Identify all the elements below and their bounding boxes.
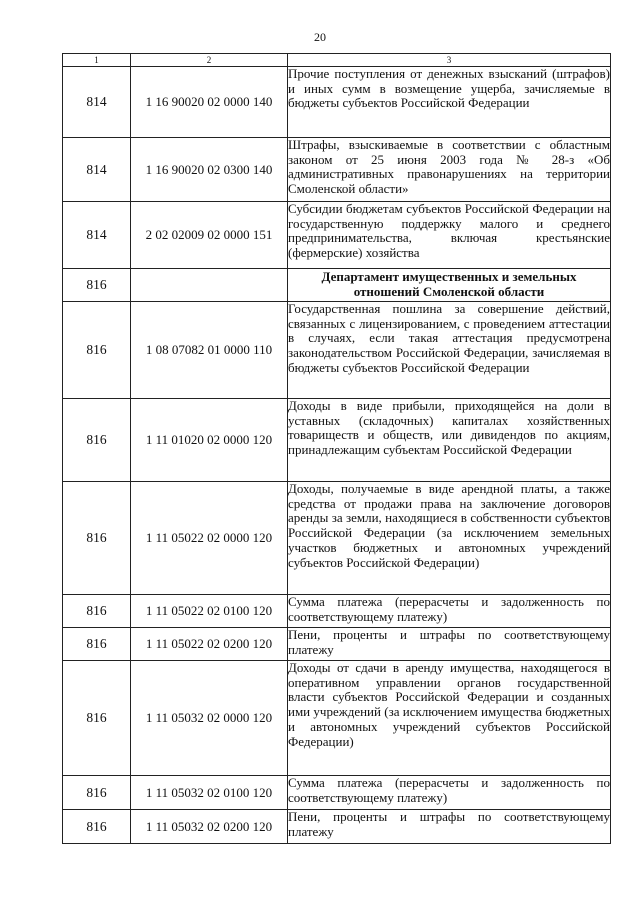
revenue-description-cell: Субсидии бюджетам субъектов Российской Федерации на государственную поддержку малого и среднего предпринимательства, включая крестьянские (фермерские) хозяйства — [288, 202, 611, 269]
admin-code-cell: 816 — [63, 810, 131, 844]
revenue-description-cell: Государственная пошлина за совершение действий, связанных с лицензированием, с проведением аттестации в случаях, если такая аттестация предусмотрена законодательством Российской Федерации, зачисляемая в бюджеты субъектов Российской Федерации — [288, 302, 611, 399]
revenue-description-cell: Сумма платежа (перерасчеты и задолженность по соответствующему платежу) — [288, 776, 611, 810]
admin-code-cell: 816 — [63, 661, 131, 776]
revenue-description-cell: Штрафы, взыскиваемые в соответствии с областным законом от 25 июня 2003 года № 28-з «Об административных правонарушениях на территории Смоленской области» — [288, 138, 611, 202]
revenue-description-cell: Пени, проценты и штрафы по соответствующему платежу — [288, 628, 611, 661]
admin-code-cell: 814 — [63, 67, 131, 138]
revenue-code-cell: 1 11 05032 02 0100 120 — [131, 776, 288, 810]
revenue-code-cell: 1 11 05032 02 0200 120 — [131, 810, 288, 844]
revenue-classification-table — [62, 53, 611, 844]
revenue-description-cell: Доходы, получаемые в виде арендной платы, а также средства от продажи права на заключение договоров аренды за земли, находящиеся в собственности субъектов Российской Федерации (за исключением земельных участков бюджетных и автономных учреждений субъектов Российской Федерации) — [288, 482, 611, 595]
admin-code-cell: 814 — [63, 202, 131, 269]
revenue-code-cell: 1 11 05022 02 0100 120 — [131, 595, 288, 628]
revenue-code-cell: 1 16 90020 02 0000 140 — [131, 67, 288, 138]
revenue-code-cell: 1 11 05022 02 0000 120 — [131, 482, 288, 595]
revenue-code-cell: 1 11 05022 02 0200 120 — [131, 628, 288, 661]
department-name-cell: Департамент имущественных и земельных отношений Смоленской области — [288, 269, 611, 302]
table-row — [63, 628, 611, 661]
table-row — [63, 302, 611, 399]
revenue-description-cell: Доходы в виде прибыли, приходящейся на доли в уставных (складочных) капиталах хозяйственных товариществ и обществ, или дивидендов по акциям, принадлежащим субъектам Российской Федерации — [288, 399, 611, 482]
table-row — [63, 595, 611, 628]
admin-code-cell: 816 — [63, 595, 131, 628]
table-header — [63, 54, 611, 67]
table-row — [63, 399, 611, 482]
revenue-code-cell: 1 11 01020 02 0000 120 — [131, 399, 288, 482]
column-header-2: 2 — [131, 54, 288, 67]
revenue-code-cell — [131, 269, 288, 302]
department-heading-row — [63, 269, 611, 302]
column-header-1: 1 — [63, 54, 131, 67]
page-number: 20 — [314, 30, 326, 44]
table-body — [63, 67, 611, 844]
admin-code-cell: 816 — [63, 628, 131, 661]
revenue-description-cell: Пени, проценты и штрафы по соответствующему платежу — [288, 810, 611, 844]
revenue-description-cell: Прочие поступления от денежных взысканий (штрафов) и иных сумм в возмещение ущерба, зачисляемые в бюджеты субъектов Российской Федерации — [288, 67, 611, 138]
admin-code-cell: 816 — [63, 482, 131, 595]
revenue-code-cell: 1 08 07082 01 0000 110 — [131, 302, 288, 399]
table-row — [63, 661, 611, 776]
table-row — [63, 776, 611, 810]
column-header-3: 3 — [288, 54, 611, 67]
admin-code-cell: 816 — [63, 399, 131, 482]
revenue-code-cell: 2 02 02009 02 0000 151 — [131, 202, 288, 269]
admin-code-cell: 816 — [63, 302, 131, 399]
revenue-code-cell: 1 16 90020 02 0300 140 — [131, 138, 288, 202]
admin-code-cell: 814 — [63, 138, 131, 202]
revenue-code-cell: 1 11 05032 02 0000 120 — [131, 661, 288, 776]
revenue-description-cell: Сумма платежа (перерасчеты и задолженность по соответствующему платежу) — [288, 595, 611, 628]
admin-code-cell: 816 — [63, 776, 131, 810]
table-row — [63, 482, 611, 595]
table-row — [63, 202, 611, 269]
revenue-description-cell: Доходы от сдачи в аренду имущества, находящегося в оперативном управлении органов государственной власти субъектов Российской Федерации и созданных ими учреждений (за исключением имущества бюджетных и автономных учреждений субъектов Российской Федерации) — [288, 661, 611, 776]
admin-code-cell: 816 — [63, 269, 131, 302]
table-row — [63, 810, 611, 844]
table-row — [63, 138, 611, 202]
table-header-row — [63, 54, 611, 67]
table-row — [63, 67, 611, 138]
